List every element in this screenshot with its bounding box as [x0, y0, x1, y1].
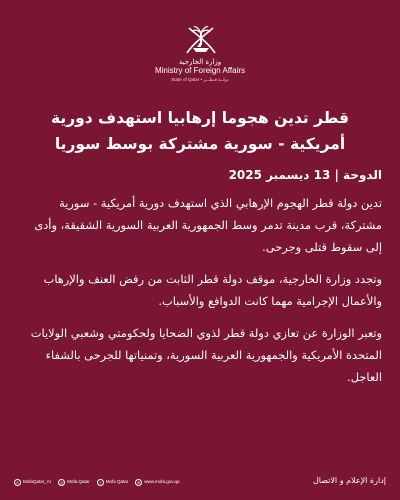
- state-of-qatar-line: State of Qatar • دولــة قـطـــر: [171, 77, 229, 82]
- paragraph: وتجدد وزارة الخارجية، موقف دولة قطر الثابت من رفض العنف والإرهاب والأعمال الإجرامية مهما كانت الدوافع والأسباب.: [43, 272, 382, 308]
- social-handle: www.mofa.gov.qa: [144, 479, 180, 484]
- statement-title: قطر تدين هجوما إرهابيا استهدف دورية أمريكية - سورية مشتركة بوسط سوريا: [50, 109, 350, 153]
- social-link-facebook[interactable]: [97, 479, 129, 486]
- qatar-emblem-logo: [183, 24, 219, 56]
- paragraph: وتعبر الوزارة عن تعازي دولة قطر لذوي الضحايا ولحكومتي وشعبي الولايات المتحدة الأمريكية والجمهورية العربية السورية، وتمنياتها للجرحى بالشفاء العاجل.: [30, 326, 382, 384]
- facebook-icon: f: [97, 479, 104, 486]
- social-link-instagram[interactable]: [58, 479, 90, 486]
- x-icon: X: [14, 479, 21, 486]
- social-links: [14, 476, 179, 488]
- department-name: إدارة الإعلام و الاتصال: [312, 476, 386, 485]
- social-link-x[interactable]: [14, 479, 51, 486]
- social-link-website[interactable]: [135, 479, 179, 486]
- social-handle: Mofa Qatar: [105, 479, 129, 484]
- footer: [0, 470, 400, 500]
- social-handle: MofaQatar_Ar: [23, 479, 52, 484]
- instagram-icon: ◎: [60, 479, 64, 485]
- header: [0, 0, 400, 95]
- web-icon: ⊕: [137, 479, 141, 485]
- paragraph: تدين دولة قطر الهجوم الإرهابي الذي استهدف دورية أمريكية - سورية مشتركة، قرب مدينة تدمر وسط الجمهورية العربية السورية الشقيقة، وأدى إلى سقوط قتلى وجرحى.: [34, 196, 382, 254]
- ministry-name-english: Ministry of Foreign Affairs: [154, 66, 246, 75]
- ministry-name-arabic: وزارة الخارجية: [178, 58, 222, 66]
- statement-body: [20, 166, 382, 398]
- dateline: الدوحة | 13 ديسمبر 2025: [228, 168, 382, 182]
- social-handle: Mofa.Qatar: [67, 479, 90, 484]
